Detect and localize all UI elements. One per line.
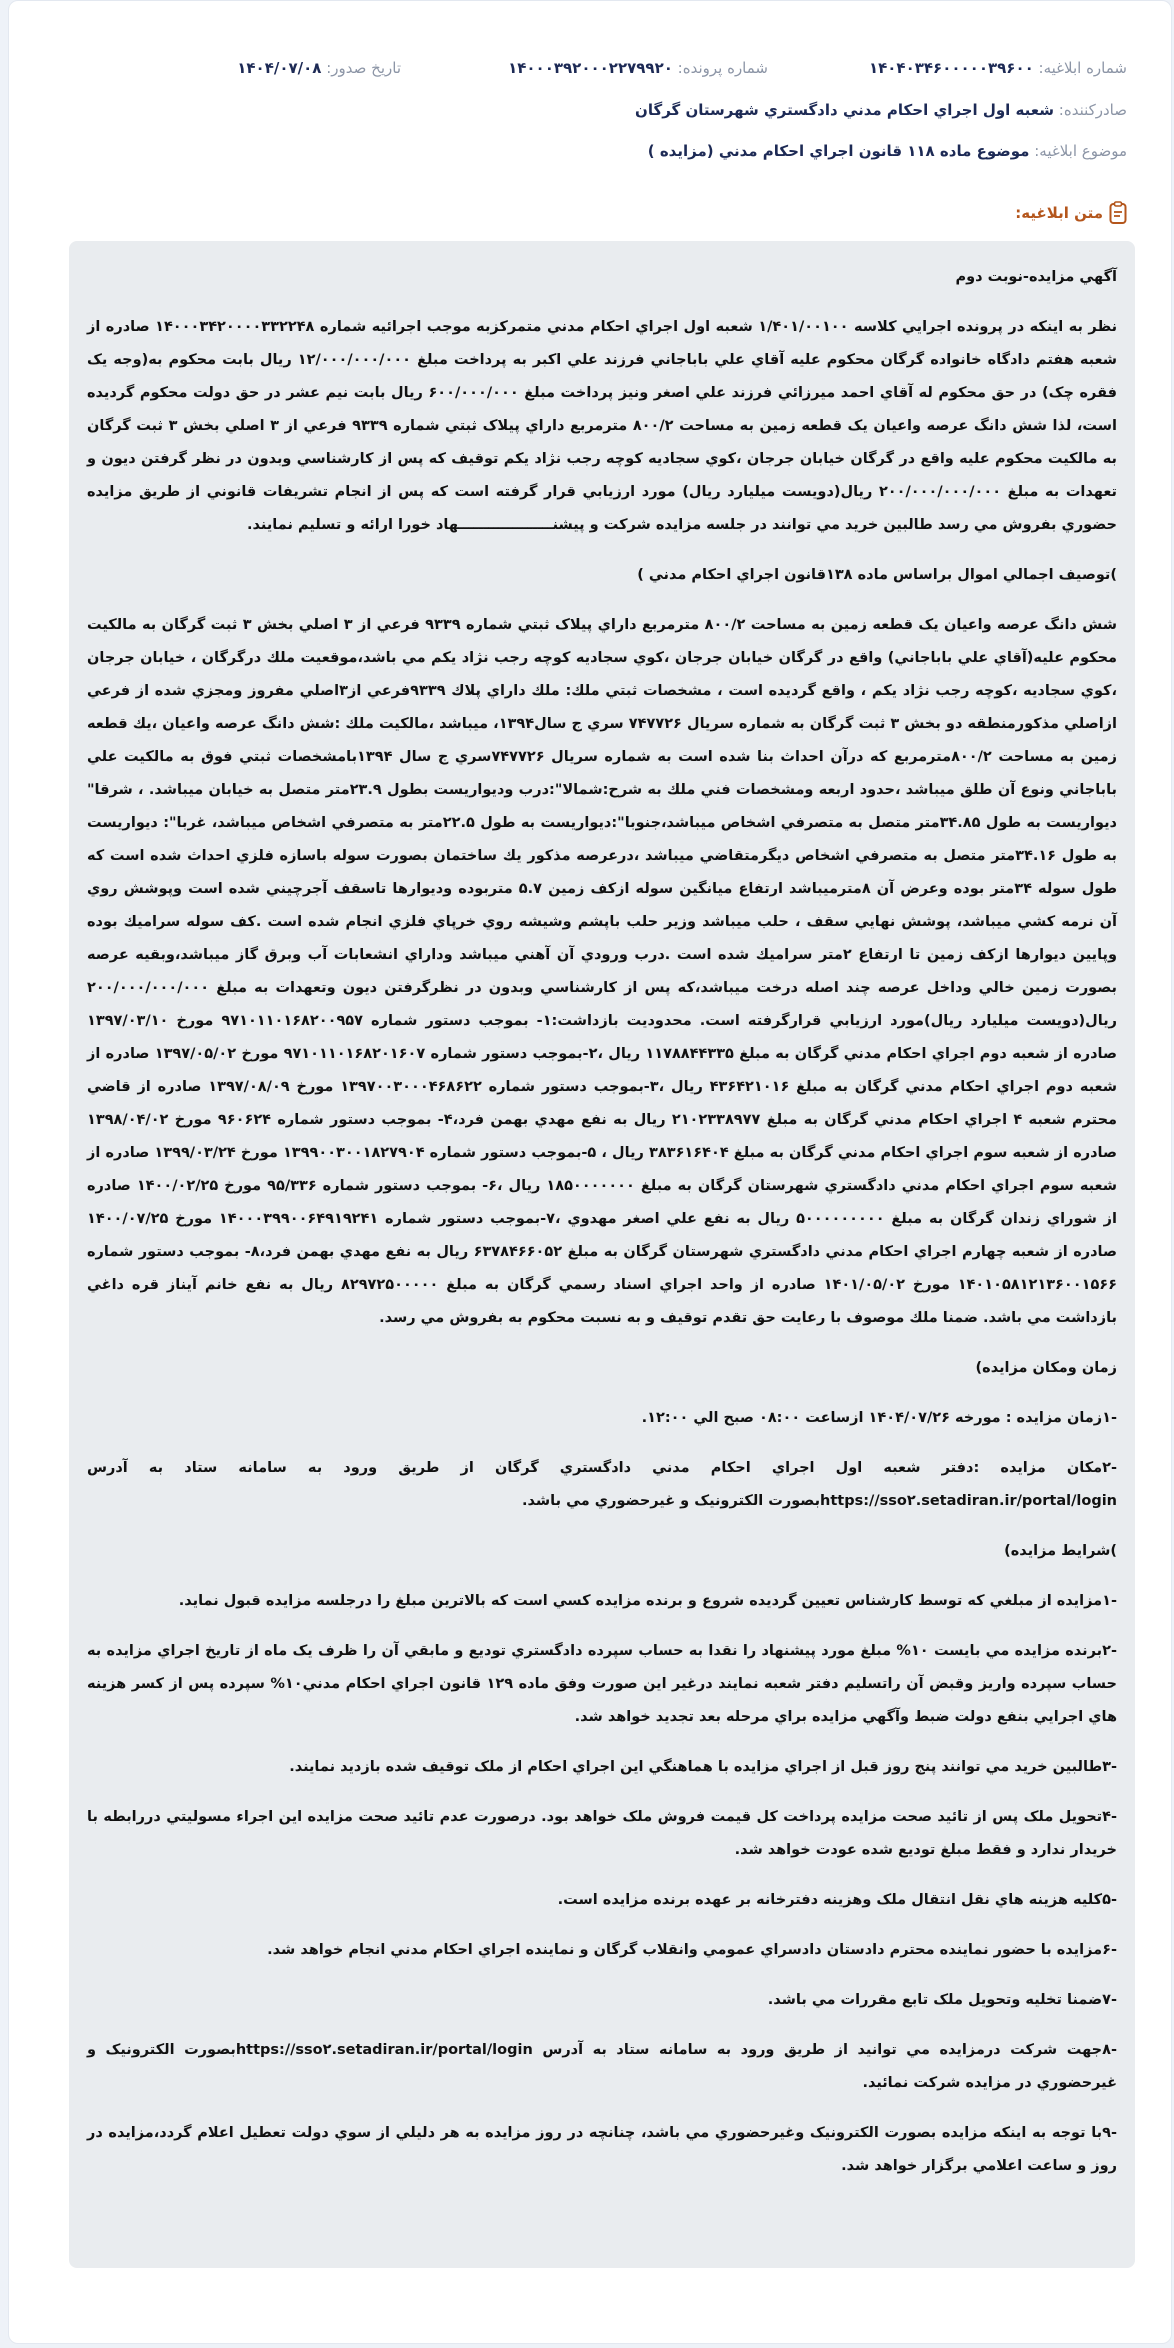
subject-value: موضوع ماده ۱۱۸ قانون اجراي احكام مدني (مزايده )	[647, 142, 1030, 160]
notice-number-value: ۱۴۰۴۰۳۴۶۰۰۰۰۰۳۹۶۰۰	[868, 59, 1034, 77]
list-item: -۶مزايده با حضور نماينده محترم دادستان دادسراي عمومي وانقلاب گرگان و نماينده اجراي احكام مدني انجام خواهد شد.	[267, 1942, 1117, 1958]
list-item: -۷ضمنا تخليه وتحويل ملک تابع مقررات مي باشد.	[767, 1992, 1117, 2008]
list-item: -۱زمان مزايده : مورخه ۱۴۰۴/۰۷/۲۶ ازساعت ۰۸:۰۰ صبح الي ۱۲:۰۰.	[641, 1410, 1117, 1426]
notice-text-label: متن ابلاغيه:	[1015, 204, 1103, 222]
notice-card	[8, 0, 1172, 2344]
case-number-label: شماره پرونده:	[677, 59, 768, 77]
subject-label: موضوع ابلاغيه:	[1034, 142, 1127, 160]
list-item: -۲برنده مزايده مي بايست ۱۰% مبلغ مورد پيشنهاد را نقدا به حساب سپرده دادگستري توديع و مابقي آن را ظرف يک ماه از تاريخ اجراي مزايده به حساب سپرده واريز وقبض آن راتسليم دفتر شعبه نمايند درغير اين صورت وفق ماده ۱۲۹ قانون اجراي احكام مدني۱۰% سپرده پس از كسر هزينه هاي اجرايي بنفع دولت ضبط وآگهي مزايده براي مرحله بعد تجديد خواهد شد.	[87, 1643, 1117, 1725]
issuer-label: صادرکننده:	[1058, 101, 1127, 119]
list-item: -۴تحويل ملک پس از تائيد صحت مزايده پرداخت كل قيمت فروش ملک خواهد بود. درصورت عدم تائيد صحت مزايده اين اجراء مسوليتي دررابطه با خريدار ندارد و فقط مبلغ توديع شده عودت خواهد شد.	[87, 1809, 1117, 1858]
list-item: -۱مزايده از مبلغي كه توسط كارشناس تعيين گرديده شروع و برنده مزايده كسي است كه بالاترين مبلغ را درجلسه مزايده قبول نمايد.	[178, 1593, 1117, 1609]
notice-paragraph: نظر به اينكه در پرونده اجرايي كلاسه ۱/۴۰۱/۰۰۱۰۰ شعبه اول اجراي احكام مدني متمركزبه موجب اجرائيه شماره ۱۴۰۰۰۳۴۲۰۰۰۰۳۳۲۲۴۸ صادره از شعبه هفتم دادگاه خانواده گرگان محكوم عليه آقاي علي باباجاني فرزند علي اكبر به پرداخت مبلغ ۱۲/۰۰۰/۰۰۰/۰۰۰ ريال بابت محكوم به(وجه يک فقره چک) در حق محكوم له آقاي احمد ميرزائي فرزند علي اصغر ونيز پرداخت مبلغ ۶۰۰/۰۰۰/۰۰۰ ريال بابت نيم عشر در حق دولت محكوم گرديده است، لذا شش دانگ عرصه واعيان يک قطعه زمين به مساحت ۸۰۰/۲ مترمربع داراي پيلاک ثبتي شماره ۹۳۳۹ فرعي از ۳ اصلي بخش ۳ ثبت گرگان به مالكيت محكوم عليه واقع در گرگان خيابان جرجان ،كوي سجاديه كوچه رجب نژاد يكم توقيف كه پس از كارشناسي وبدون در نظر گرفتن ديون و تعهدات به مبلغ ۲۰۰/۰۰۰/۰۰۰/۰۰۰ ريال(دويست ميليارد ريال) مورد ارزيابي قرار گرفته است كه پس از انجام تشريفات قانوني از طريق مزايده حضوري بفروش مي رسد طالبين خريد مي توانند در جلسه مزايده شركت و پيشنـــــــــــــــــــهاد خورا ارائه و تسليم نمايند.	[87, 319, 1118, 533]
issuer	[635, 101, 1127, 119]
list-item: -۲مكان مزايده :دفتر شعبه اول اجراي احكام مدني دادگستري گرگان از طريق ورود به سامانه ستاد به آدرس https://sso۲.setadiran.ir/portal/loginبصورت الكترونيک و غيرحضوري مي باشد.	[87, 1460, 1117, 1509]
clipboard-icon	[1109, 201, 1127, 225]
notice-paragraph: شش دانگ عرصه واعيان يک قطعه زمين به مساحت ۸۰۰/۲ مترمربع داراي پيلاک ثبتي شماره ۹۳۳۹ فرعي از ۳ اصلي بخش ۳ ثبت گرگان به مالكيت محكوم عليه(آقاي علي باباجاني) واقع در گرگان خيابان جرجان ،كوي سجاديه كوچه رجب نژاد يكم مي باشد،موقعيت ملك درگرگان ، خيابان جرجان ،كوي سجاديه ،كوچه رجب نژاد يكم ، واقع گرديده است ، مشخصات ثبتي ملك: ملك داراي پلاك ۹۳۳۹فرعي از۳اصلي مفروز ومجزي شده از فرعي ازاصلي مذكورمنطقه دو بخش ۳ ثبت گرگان به شماره سريال ۷۴۷۷۲۶ سري ج سال۱۳۹۴، ميباشد ،مالكيت ملك :شش دانگ عرصه واعيان ،يك قطعه زمين به مساحت ۸۰۰/۲مترمربع كه درآن احداث بنا شده است به شماره سريال ۷۴۷۷۲۶سري ج سال ۱۳۹۴بامشخصات ثبتي فوق به مالكيت علي باباجاني ونوع آن طلق ميباشد ،حدود اربعه ومشخصات فني ملك به شرح:شمالا":درب وديواريست بطول ۲۳.۹متر متصل به خيابان ميباشد. ، شرقا" ديواريست به طول ۳۴.۸۵متر متصل به متصرفي اشخاص ميباشد،جنوبا":ديواريست به طول ۲۲.۵متر به متصرفي اشخاص ميباشد، غربا": ديواريست به طول ۳۴.۱۶متر متصل به متصرفي اشخاص ديگرمتقاضي ميباشد ،درعرصه مذكور يك ساختمان بصورت سوله باسازه فلزي احداث شده است كه طول سوله ۳۴متر بوده وعرض آن ۸مترميباشد ارتفاع ميانگين سوله ازكف زمين ۵.۷ متربوده وديوارها تاسقف آجرچيني شده است وپوشش روي آن نرمه كشي ميباشد، پوشش نهايي سقف ، حلب ميباشد وزير حلب باپشم وشيشه روي خرپاي فلزي انجام شده است .كف سوله سراميك بوده وپايين ديوارها ازكف زمين تا ارتفاع ۲متر سراميك شده است .درب ورودي آن آهني ميباشد وداراي انشعابات آب وبرق گاز ميباشد،وبقيه عرصه بصورت زمين خالي وداخل عرصه چند اصله درخت ميباشد،كه پس از كارشناسي وبدون در نظرگرفتن ديون وتعهدات به مبلغ ۲۰۰/۰۰۰/۰۰۰/۰۰۰ ريال(دويست ميليارد ريال)مورد ارزيابي قرارگرفته است. محدوديت بازداشت:۱- بموجب دستور شماره ۹۷۱۰۱۱۰۱۶۸۲۰۰۹۵۷ مورخ ۱۳۹۷/۰۳/۱۰ صادره از شعبه دوم اجراي احكام مدني گرگان به مبلغ ۱۱۷۸۸۴۴۳۳۵ ريال ،۲-بموجب دستور شماره ۹۷۱۰۱۱۰۱۶۸۲۰۱۶۰۷ مورخ ۱۳۹۷/۰۵/۰۲ صادره از شعبه دوم اجراي احكام مدني گرگان به مبلغ ۴۳۶۴۲۱۰۱۶ ريال ،۳-بموجب دستور شماره ۱۳۹۷۰۰۳۰۰۰۴۶۸۶۲۲ مورخ ۱۳۹۷/۰۸/۰۹ صادره از قاضي محترم شعبه ۴ اجراي احكام مدني گرگان به مبلغ ۲۱۰۲۳۳۸۹۷۷ ريال به نفع مهدي بهمن فرد،۴- بموجب دستور شماره ۹۶۰۶۲۴ مورخ ۱۳۹۸/۰۴/۰۲ صادره از شعبه سوم اجراي احكام مدني گرگان به مبلغ ۳۸۳۶۱۶۴۰۴ ريال ، ۵-بموجب دستور شماره ۱۳۹۹۰۰۳۰۰۱۸۲۷۹۰۴ مورخ ۱۳۹۹/۰۳/۲۴ صادره از شعبه سوم اجراي احكام مدني دادگستري شهرستان گرگان به مبلغ ۱۸۵۰۰۰۰۰۰۰ ريال ،۶- بموجب دستور شماره ۹۵/۳۳۶ مورخ ۱۴۰۰/۰۲/۲۵ صادره از شوراي زندان گرگان به مبلغ ۵۰۰۰۰۰۰۰۰۰ ريال به نفع علي اصغر مهدوي ،۷-بموجب دستور شماره ۱۴۰۰۰۳۹۹۰۰۶۴۹۱۹۲۴۱ مورخ ۱۴۰۰/۰۷/۲۵ صادره از شعبه چهارم اجراي احكام مدني دادگستري شهرستان گرگان به مبلغ ۶۳۷۸۴۶۶۰۵۲ ريال به نفع مهدي بهمن فرد،۸- بموجب دستور شماره ۱۴۰۱۰۵۸۱۲۱۳۶۰۰۱۵۶۶ مورخ ۱۴۰۱/۰۵/۰۲ صادره از واحد اجراي اسناد رسمي گرگان به مبلغ ۸۲۹۷۲۵۰۰۰۰۰ ريال به نفع خانم آيناز قره داغي بازداشت مي باشد. ضمنا ملك موصوف با رعايت حق تقدم توقيف و به نسبت محكوم به بفروش مي رسد.	[87, 617, 1118, 1326]
list-item: -۳طالبين خريد مي توانند پنج روز قبل از اجراي مزايده با هماهنگي اين اجراي احكام از ملک توقيف شده بازديد نمايند.	[289, 1759, 1117, 1775]
issue-date	[237, 59, 401, 77]
issue-date-value: ۱۴۰۴/۰۷/۰۸	[237, 59, 322, 77]
notice-number	[869, 59, 1127, 77]
section-heading: )توصيف اجمالي اموال براساس ماده ۱۳۸قانون اجراي احكام مدني )	[637, 567, 1117, 583]
case-number-value: ۱۴۰۰۰۳۹۲۰۰۰۲۲۷۹۹۲۰	[508, 59, 673, 77]
subject	[648, 142, 1127, 160]
section-heading: زمان ومكان مزايده)	[975, 1360, 1117, 1376]
section-heading: )شرايط مزايده)	[1004, 1543, 1117, 1559]
notice-title: آگهي مزايده-نوبت دوم	[955, 269, 1117, 285]
list-item: -۹با توجه به اينكه مزايده بصورت الكترونيک وغيرحضوري مي باشد، چنانچه در روز مزايده به هر دليلي از سوي دولت تعطيل اعلام گردد،مزايده در روز و ساعت اعلامي برگزار خواهد شد.	[87, 2125, 1117, 2174]
issue-date-label: تاريخ صدور:	[326, 59, 401, 77]
case-number	[508, 59, 768, 77]
list-item: -۸جهت شركت درمزايده مي توانيد از طريق ورود به سامانه ستاد به آدرس https://sso۲.setadiran.ir/portal/loginبصورت الكترونيک و غيرحضوري در مزايده شركت نمائيد.	[87, 2042, 1117, 2091]
notice-body	[69, 241, 1135, 2268]
list-item: -۵كليه هزينه هاي نقل انتقال ملک وهزينه دفترخانه بر عهده برنده مزايده است.	[557, 1892, 1117, 1908]
notice-number-label: شماره ابلاغيه:	[1038, 59, 1127, 77]
notice-text-heading	[1015, 201, 1127, 225]
issuer-value: شعبه اول اجراي احكام مدني دادگستري شهرستان گرگان	[635, 101, 1054, 119]
